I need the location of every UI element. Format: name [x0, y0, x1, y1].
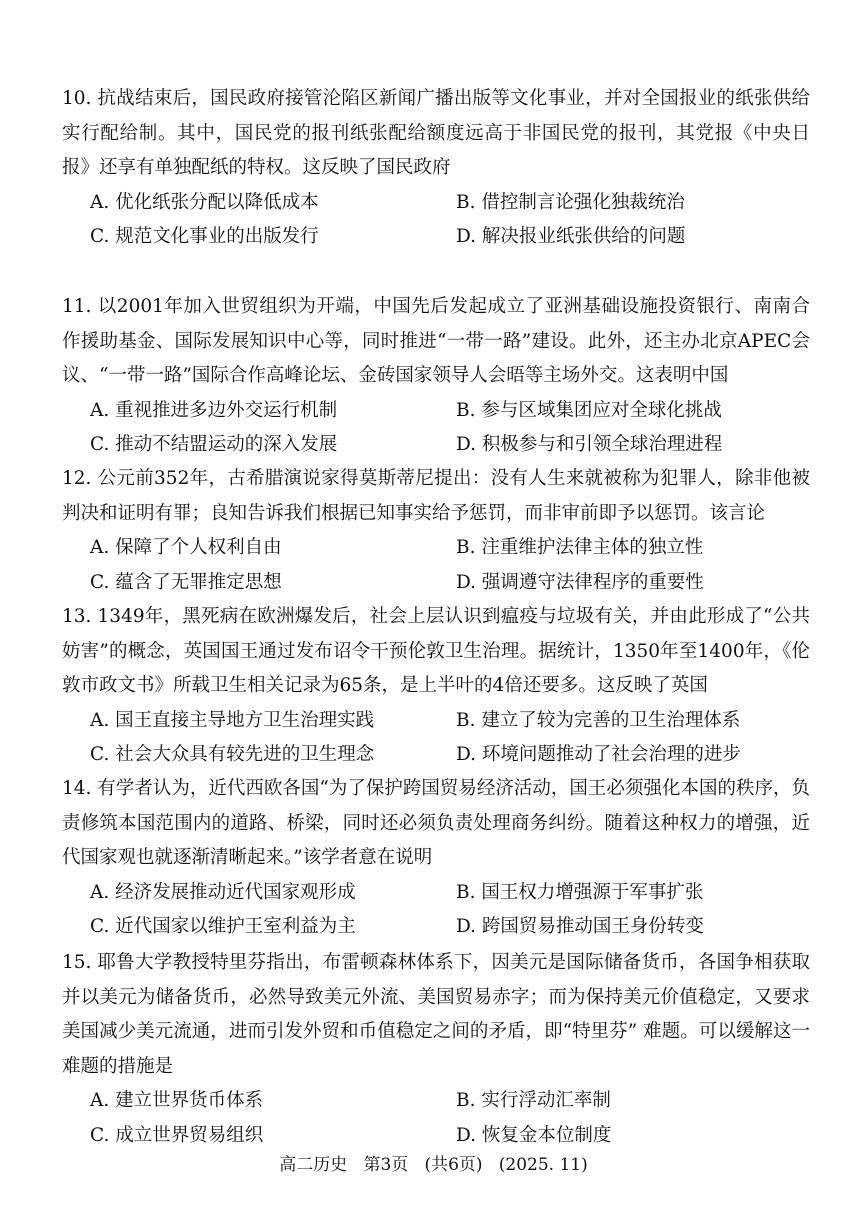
option-b: B. 国王权力增强源于军事扩张 [456, 881, 704, 903]
option-d: D. 环境问题推动了社会治理的进步 [456, 744, 741, 765]
option-b: B. 建立了较为完善的卫生治理体系 [456, 709, 741, 731]
question-12 [62, 462, 810, 600]
option-a: A. 重视推进多边外交运行机制 [90, 399, 338, 421]
option-d: D. 恢复金本位制度 [456, 1124, 612, 1146]
answer-options [62, 876, 810, 945]
option-a: A. 保障了个人权利自由 [90, 537, 282, 558]
question-15 [62, 946, 810, 1153]
answer-options [62, 394, 810, 463]
option-d: D. 强调遵守法律程序的重要性 [456, 571, 704, 593]
option-d: D. 积极参与和引领全球治理进程 [456, 434, 723, 455]
question-stem: 10. 抗战结束后，国民政府接管沦陷区新闻广播出版等文化事业，并对全国报业的纸张供给实行配给制。其中，国民党的报刊纸张配给额度远高于非国民党的报刊，其党报《中央日报》还享有单独配纸的特权。这反映了国民政府 [62, 88, 810, 178]
question-13 [62, 600, 810, 773]
answer-options [62, 186, 810, 255]
option-c: C. 推动不结盟运动的深入发展 [90, 434, 338, 455]
answer-options [62, 1084, 810, 1153]
option-c: C. 蕴含了无罪推定思想 [90, 571, 282, 593]
option-c: C. 社会大众具有较先进的卫生理念 [90, 744, 375, 765]
question-stem: 15. 耶鲁大学教授特里芬指出，布雷顿森林体系下，因美元是国际储备货币，各国争相获取并以美元为储备货币，必然导致美元外流、美国贸易赤字；而为保持美元价值稳定，又要求美国减少美元流通，进而引发外贸和币值稳定之间的矛盾，即“特里芬” 难题。可以缓解这一难题的措施是 [62, 952, 810, 1077]
option-c: C. 成立世界贸易组织 [90, 1124, 264, 1146]
answer-options [62, 531, 810, 600]
question-stem: 14. 有学者认为，近代西欧各国“为了保护跨国贸易经济活动，国王必须强化本国的秩序，负责修筑本国范围内的道路、桥梁，同时还必须负责处理商务纠纷。随着这种权力的增强，近代国家观也就逐渐清晰起来。”该学者意在说明 [62, 778, 810, 868]
option-b: B. 注重维护法律主体的独立性 [456, 537, 704, 558]
option-b: B. 实行浮动汇率制 [456, 1090, 611, 1111]
option-b: B. 参与区域集团应对全球化挑战 [456, 399, 722, 421]
question-11 [62, 290, 810, 463]
page-footer: 高二历史 第3页 (共6页) (2025. 11) [279, 1155, 588, 1175]
option-a: A. 优化纸张分配以降低成本 [90, 191, 319, 213]
question-14 [62, 772, 810, 945]
option-d: D. 解决报业纸张供给的问题 [456, 226, 686, 247]
question-stem: 12. 公元前352年，古希腊演说家得莫斯蒂尼提出：没有人生来就被称为犯罪人，除非他被判决和证明有罪；良知告诉我们根据已知事实给予惩罚，而非审前即予以惩罚。该言论 [62, 468, 810, 524]
question-stem: 11. 以2001年加入世贸组织为开端，中国先后发起成立了亚洲基础设施投资银行、南南合作援助基金、国际发展知识中心等，同时推进“一带一路”建设。此外，还主办北京APEC会议、“一带一路”国际合作高峰论坛、金砖国家领导人会晤等主场外交。这表明中国 [62, 296, 810, 386]
option-d: D. 跨国贸易推动国王身份转变 [456, 916, 704, 937]
question-stem: 13. 1349年，黑死病在欧洲爆发后，社会上层认识到瘟疫与垃圾有关，并由此形成了“公共妨害”的概念，英国国王通过发布诏令干预伦敦卫生治理。据统计，1350年至1400年，《伦敦市政文书》所载卫生相关记录为65条，是上半叶的4倍还要多。这反映了英国 [62, 606, 810, 696]
option-a: A. 建立世界货币体系 [90, 1090, 264, 1111]
option-a: A. 国王直接主导地方卫生治理实践 [90, 709, 375, 731]
answer-options [62, 704, 810, 773]
option-a: A. 经济发展推动近代国家观形成 [90, 881, 356, 903]
option-c: C. 规范文化事业的出版发行 [90, 226, 319, 247]
option-c: C. 近代国家以维护王室利益为主 [90, 916, 356, 937]
question-10 [62, 82, 810, 255]
option-b: B. 借控制言论强化独裁统治 [456, 191, 685, 213]
